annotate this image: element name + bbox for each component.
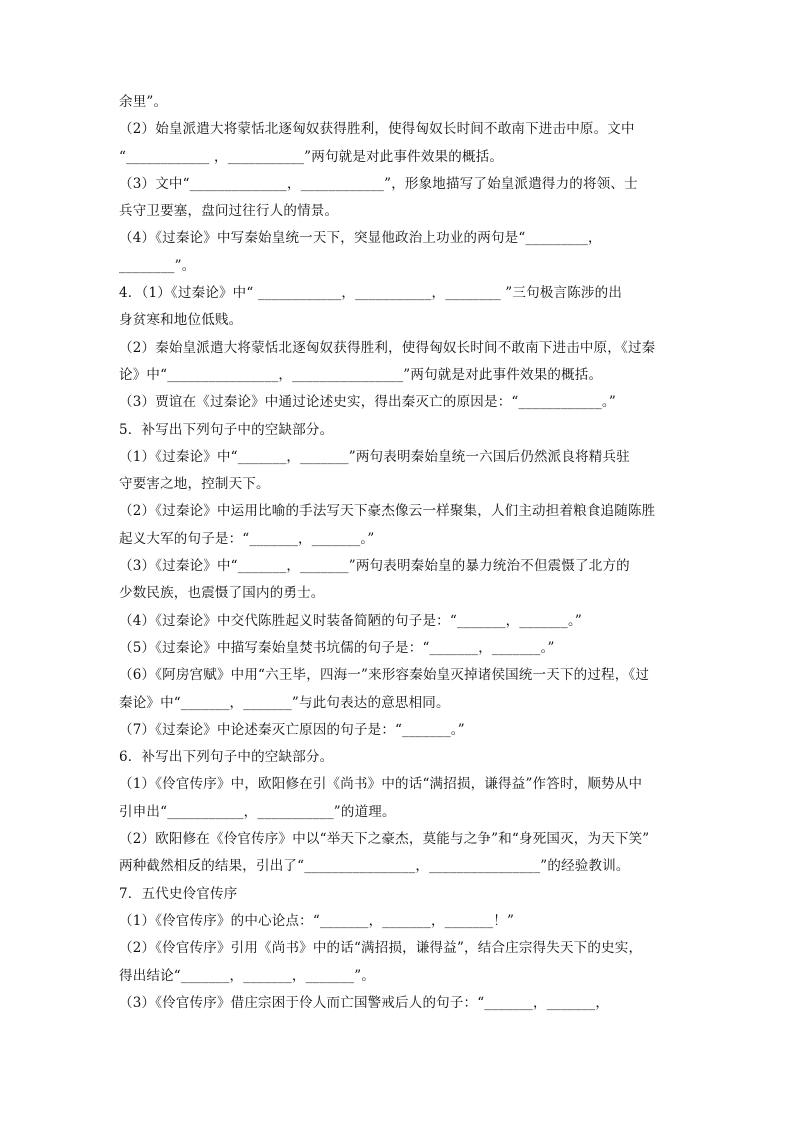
- text-line: （1）《伶官传序》中，欧阳修在引《尚书》中的话“满招损，谦得益”作答时，顺势从中: [119, 776, 643, 793]
- document-body: [119, 89, 679, 1017]
- text-line: （2）秦始皇派遣大将蒙恬北逐匈奴获得胜利，使得匈奴长时间不敢南下进击中原，《过秦: [119, 339, 656, 356]
- text-line: ________”。: [119, 257, 196, 274]
- text-line: （4）《过秦论》中写秦始皇统一天下，突显他政治上功业的两句是“_________，: [119, 230, 602, 247]
- text-line: （1）《过秦论》中“_______，_______”两句表明秦始皇统一六国后仍然派良将精兵驻: [119, 448, 630, 465]
- text-line: 秦论》中“_______，_______”与此句表达的意思相同。: [119, 694, 450, 711]
- question-7-title: 7．五代史伶官传序: [119, 885, 238, 902]
- text-line: 得出结论“_______，_______，_______”。: [119, 967, 376, 984]
- text-line: （2）始皇派遣大将蒙恬北逐匈奴获得胜利，使得匈奴长时间不敢南下进击中原。文中: [119, 121, 635, 138]
- text-line: 两种截然相反的结果，引出了“________________，________________”的经验教训。: [119, 858, 630, 875]
- text-line: 身贫寒和地位低贱。: [119, 312, 243, 329]
- text-line: （6）《阿房宫赋》中用“六王毕，四海一”来形容秦始皇灭掉诸侯国统一天下的过程，《过: [119, 667, 650, 684]
- text-line: “____________ ，___________”两句就是对此事件效果的概括。: [119, 148, 504, 165]
- text-line: （4）《过秦论》中交代陈胜起义时装备简陋的句子是：“_______，_______。”: [119, 612, 582, 629]
- text-line: （1）《伶官传序》的中心论点：“_______，_______，_______！”: [119, 912, 515, 929]
- text-line: （7）《过秦论》中论述秦灭亡原因的句子是：“_______。”: [119, 721, 465, 738]
- text-line: （3）《伶官传序》借庄宗困于伶人而亡国警戒后人的句子：“_______，_______，: [119, 994, 610, 1011]
- text-line: （2）欧阳修在《伶官传序》中以“举天下之豪杰，莫能与之争”和“身死国灭，为天下笑”: [119, 831, 650, 848]
- text-line: 余里”。: [119, 94, 168, 110]
- question-6-title: 6．补写出下列句子中的空缺部分。: [119, 749, 334, 766]
- question-4-title: 4．（1）《过秦论》中“ ____________，___________，________ ”三句极言陈涉的出: [119, 285, 623, 302]
- text-line: （3）文中“______________，____________”，形象地描写了始皇派遣得力的将领、士: [119, 175, 638, 192]
- text-line: 守要害之地，控制天下。: [119, 476, 270, 493]
- text-line: 兵守卫要塞，盘问过往行人的情景。: [119, 203, 339, 220]
- text-line: （5）《过秦论》中描写秦始皇焚书坑儒的句子是：“_______，_______。”: [119, 639, 555, 656]
- question-5-title: 5．补写出下列句子中的空缺部分。: [119, 421, 334, 438]
- text-line: 少数民族，也震慑了国内的勇士。: [119, 585, 325, 602]
- text-line: 论》中“________________，________________”两句就是对此事件效果的概括。: [119, 366, 603, 383]
- text-line: 起义大军的句子是：“_______，_______。”: [119, 530, 375, 547]
- text-line: 引申出“___________，___________”的道理。: [119, 803, 396, 820]
- text-line: （3）《过秦论》中“_______，_______”两句表明秦始皇的暴力统治不但震慑了北方的: [119, 558, 630, 575]
- text-line: （2）《伶官传序》引用《尚书》中的话“满招损，谦得益”，结合庄宗得失天下的史实，: [119, 940, 643, 957]
- text-line: （2）《过秦论》中运用比喻的手法写天下豪杰像云一样聚集，人们主动担着粮食追随陈胜: [119, 503, 656, 520]
- text-line: （3）贾谊在《过秦论》中通过论述史实，得出秦灭亡的原因是：“____________。”: [119, 394, 616, 411]
